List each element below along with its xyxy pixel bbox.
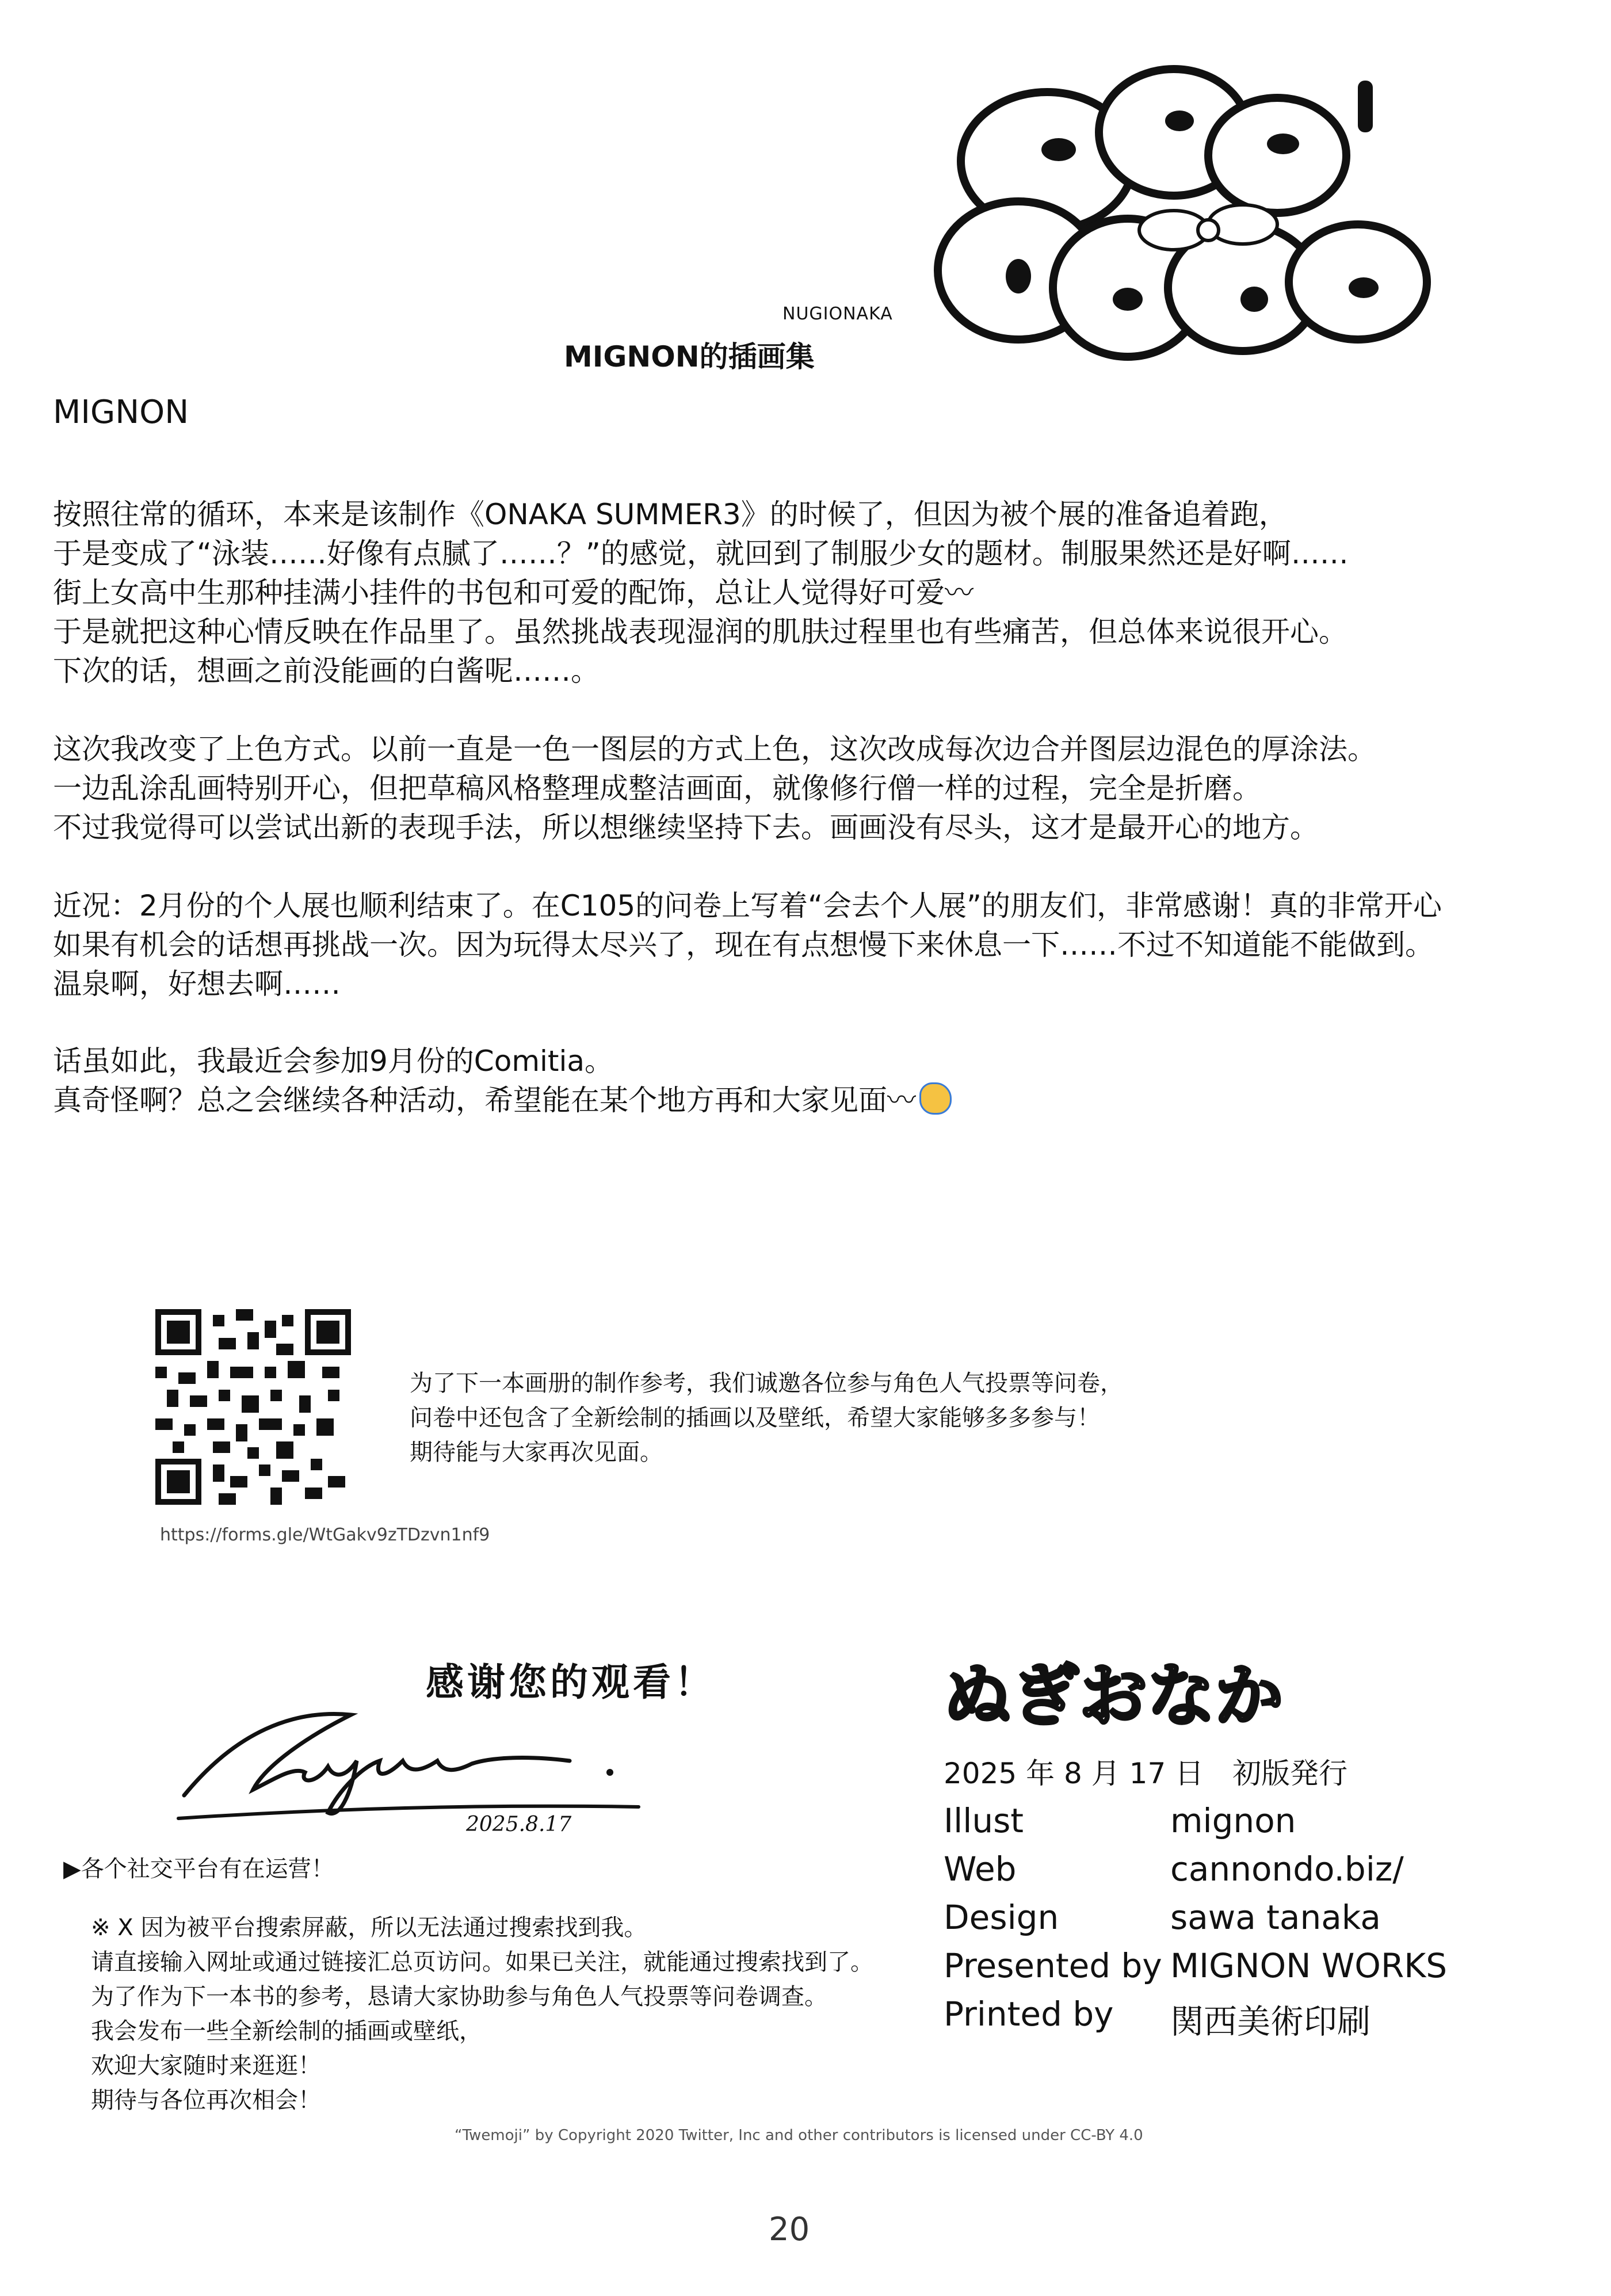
text-line: 期待能与大家再次见面。 (410, 1439, 663, 1466)
thanks-message: 感谢您的观看！ (426, 1660, 716, 1704)
text-line: 下次的话，想画之前没能画的白酱呢……。 (53, 654, 600, 688)
text-line: 请直接输入网址或通过链接汇总页访问。如果已关注，就能通过搜索找到了。 (91, 1949, 873, 1975)
logo-romaji: NUGIONAKA (782, 304, 893, 324)
text-line: 按照往常的循环，本来是该制作《ONAKA SUMMER3》的时候了，但因为被个展的准备追着跑， (53, 498, 1288, 531)
survey-text (410, 1366, 1123, 1470)
paragraph-4 (53, 1042, 1578, 1120)
qr-code-icon[interactable] (155, 1309, 351, 1505)
text-line: 于是就把这种心情反映在作品里了。虽然挑战表现湿润的肌肤过程里也有些痛苦，但总体来说很开心。 (53, 615, 1347, 649)
text-line: 为了作为下一本书的参考，恳请大家协助参与角色人气投票等问卷调查。 (91, 1984, 827, 2010)
page-number: 20 (769, 2211, 810, 2248)
text-line: 温泉啊，好想去啊…… (53, 967, 341, 1001)
colophon-label: Presented by (944, 1946, 1162, 1985)
text-line: ※ X 因为被平台搜索屏蔽，所以无法通过搜索找到我。 (91, 1914, 647, 1941)
colophon-web-link[interactable]: cannondo.biz/ (1170, 1849, 1404, 1889)
survey-url-link[interactable]: https://forms.gle/WtGakv9zTDzvn1nf9 (160, 1525, 490, 1545)
colophon-label: Web (944, 1849, 1017, 1889)
text-line: 为了下一本画册的制作参考，我们诚邀各位参与角色人气投票等问卷， (410, 1370, 1123, 1397)
text-line: 这次我改变了上色方式。以前一直是一色一图层的方式上色，这次改成每次边合并图层边混色的厚涂法。 (53, 733, 1376, 766)
paragraph-2 (53, 730, 1578, 847)
paragraph-3 (53, 886, 1578, 1004)
bubble-logo (932, 58, 1450, 380)
colophon-value: MIGNON WORKS (1170, 1946, 1448, 1985)
colophon-label: Printed by (944, 1994, 1114, 2034)
book-subtitle: MIGNON的插画集 (564, 340, 815, 373)
paragraph-1 (53, 495, 1578, 691)
sns-note (91, 1910, 873, 2118)
colophon-value: 関西美術印刷 (1170, 2002, 1371, 2041)
text-line: 如果有机会的话想再挑战一次。因为玩得太尽兴了，现在有点想慢下来休息一下……不过不知道能不能做到。 (53, 928, 1434, 962)
signature-date: 2025.8.17 (466, 1813, 572, 1836)
text-line: 于是变成了“泳装……好像有点腻了……？”的感觉，就回到了制服少女的题材。制服果然还是好啊…… (53, 537, 1349, 570)
text-line: 欢迎大家随时来逛逛！ (91, 2053, 321, 2079)
text-line-content: 真奇怪啊？总之会继续各种活动，希望能在某个地方再和大家见面〰 (53, 1084, 916, 1117)
text-line: 近况：2月份的个人展也顺利结束了。在C105的问卷上写着“会去个人展”的朋友们，非常感谢！真的非常开心 (53, 889, 1442, 922)
colophon-label: Illust (944, 1801, 1024, 1840)
text-line: 不过我觉得可以尝试出新的表现手法，所以想继续坚持下去。画画没有尽头，这才是最开心的地方。 (53, 811, 1319, 844)
text-line: 话虽如此，我最近会参加9月份的Comitia。 (53, 1044, 614, 1078)
text-line: 一边乱涂乱画特别开心，但把草稿风格整理成整洁画面，就像修行僧一样的过程，完全是折磨。 (53, 772, 1261, 805)
author-name: MIGNON (53, 394, 189, 431)
svg-text:ぬぎおなか: ぬぎおなか (944, 1656, 1284, 1736)
text-line: 问卷中还包含了全新绘制的插画以及壁纸，希望大家能够多多参与！ (410, 1405, 1100, 1431)
text-line: 期待与各位再次相会！ (91, 2087, 321, 2114)
twemoji-credit: “Twemoji” by Copyright 2020 Twitter, Inc and other contributors is licensed under CC-BY 4.0 (455, 2127, 1143, 2144)
colophon-value: mignon (1170, 1801, 1296, 1840)
publication-date: 2025 年 8 月 17 日 初版発行 (944, 1757, 1348, 1790)
text-line (53, 1081, 1578, 1120)
colophon-title (944, 1656, 1323, 1736)
colophon-value: sawa tanaka (1170, 1898, 1381, 1937)
text-line: 我会发布一些全新绘制的插画或壁纸， (91, 2018, 482, 2045)
colophon-label: Design (944, 1898, 1059, 1937)
text-line: 街上女高中生那种挂满小挂件的书包和可爱的配饰，总让人觉得好可爱〰 (53, 576, 974, 609)
signature-icon (167, 1698, 662, 1836)
sns-heading: ▶各个社交平台有在运营！ (63, 1856, 334, 1882)
waving-hand-icon (919, 1082, 952, 1115)
